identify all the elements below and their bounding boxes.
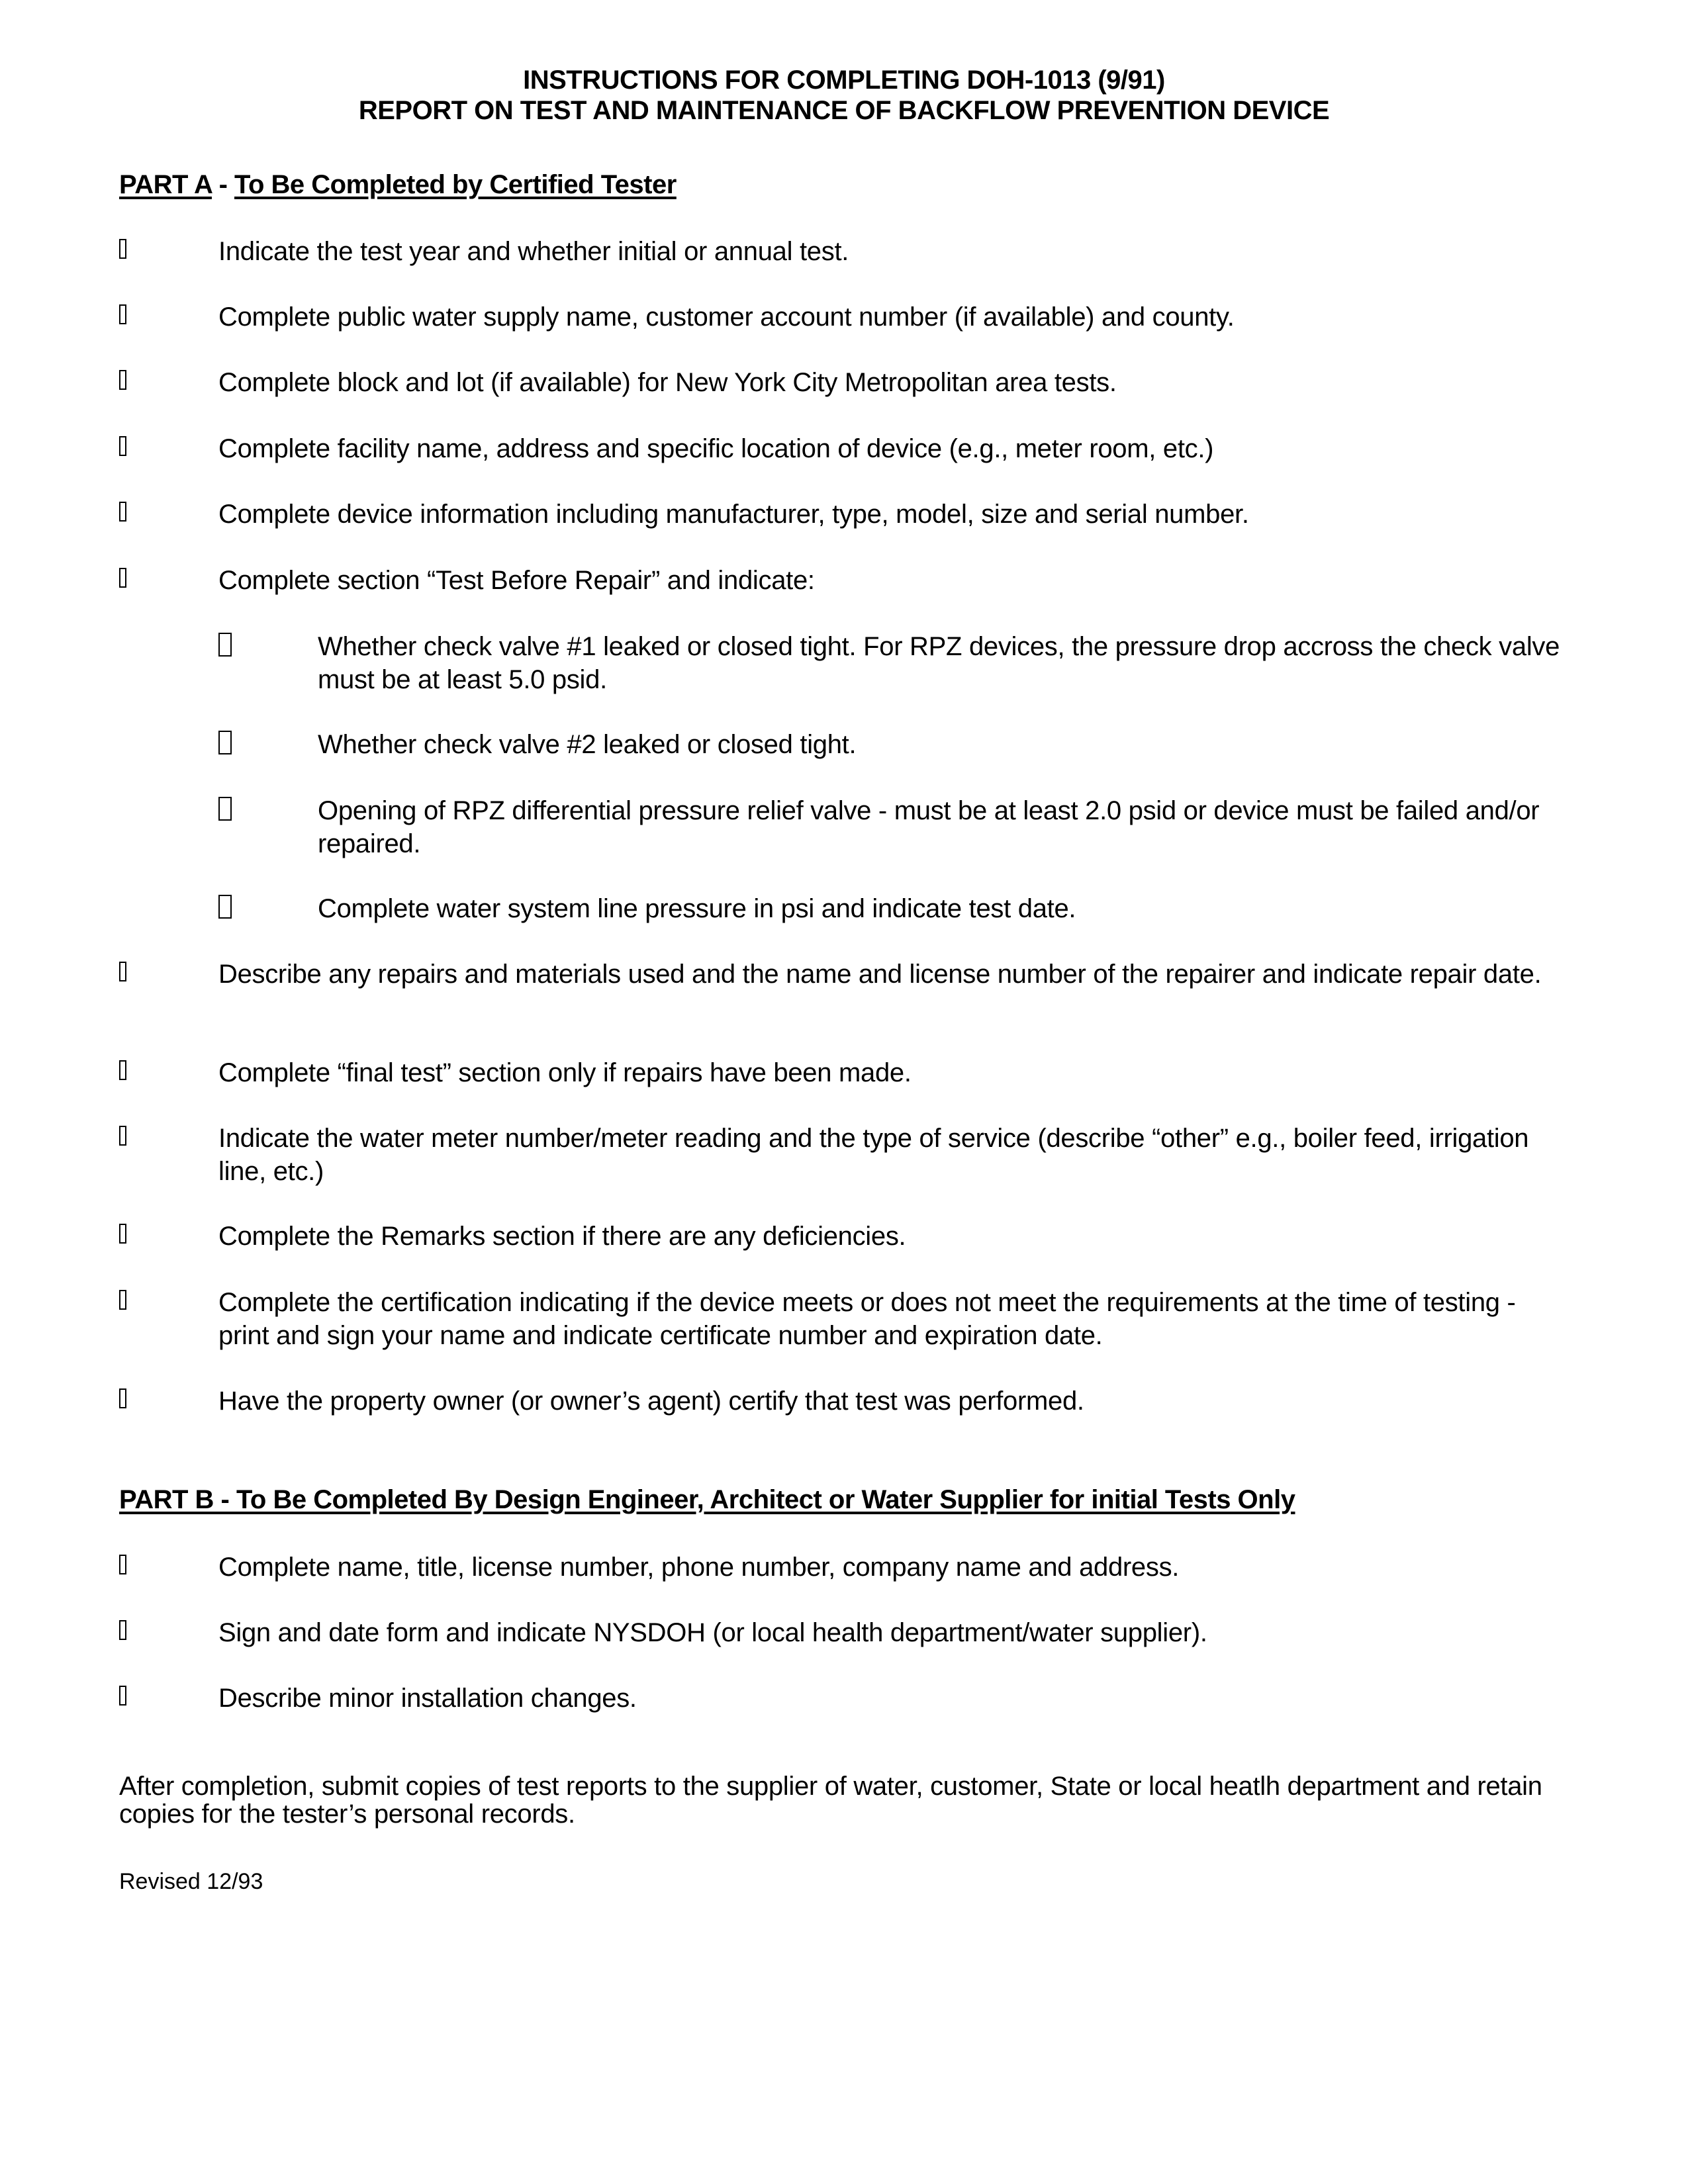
list-item-text: Complete facility name, address and specific location of device (e.g., meter room, etc.) <box>218 434 1214 463</box>
part-b-heading <box>119 1484 1295 1515</box>
bullet-icon <box>119 1555 126 1574</box>
bullet-icon <box>119 304 126 324</box>
bullet-icon <box>119 568 126 588</box>
list-item-text: Sign and date form and indicate NYSDOH (or local health department/water supplier). <box>218 1618 1207 1647</box>
bullet-icon <box>119 962 126 981</box>
bullet-icon <box>218 895 232 919</box>
part-a-separator: - <box>211 170 234 199</box>
title-line-1: INSTRUCTIONS FOR COMPLETING DOH-1013 (9/91) <box>523 66 1165 95</box>
list-item-text: Describe any repairs and materials used and the name and license number of the repairer and indicate repair date. <box>218 960 1542 989</box>
list-item-text: Indicate the water meter number/meter reading and the type of service (describe “other” e.g., boiler feed, irrigation line, etc.) <box>218 1124 1529 1186</box>
bullet-icon <box>119 1388 126 1408</box>
document-title <box>0 65 1688 126</box>
bullet-icon <box>119 370 126 390</box>
sub-list-item-text: Whether check valve #1 leaked or closed tight. For RPZ devices, the pressure drop accross the check valve must be at least 5.0 psid. <box>318 632 1560 694</box>
list-item-text: Indicate the test year and whether initial or annual test. <box>218 237 849 266</box>
bullet-icon <box>119 1224 126 1244</box>
list-item-text: Complete device information including manufacturer, type, model, size and serial number. <box>218 500 1249 529</box>
bullet-icon <box>119 239 126 259</box>
sub-list-item-text: Opening of RPZ differential pressure relief valve - must be at least 2.0 psid or device must be failed and/or repaired. <box>318 796 1540 858</box>
bullet-icon <box>119 502 126 522</box>
bullet-icon <box>119 1126 126 1146</box>
revision-note: Revised 12/93 <box>119 1869 263 1894</box>
sub-list-item-text: Complete water system line pressure in psi and indicate test date. <box>318 894 1076 923</box>
list-item-text: Describe minor installation changes. <box>218 1684 637 1713</box>
bullet-icon <box>119 1686 126 1706</box>
list-item-text: Complete the certification indicating if the device meets or does not meet the requirements at the time of testing - print and sign your name and indicate certificate number and expiration date. <box>218 1288 1516 1350</box>
list-item-text: Complete “final test” section only if repairs have been made. <box>218 1058 912 1087</box>
bullet-icon <box>218 731 232 754</box>
list-item-text: Have the property owner (or owner’s agent) certify that test was performed. <box>218 1387 1084 1416</box>
part-b-title: PART B - To Be Completed By Design Engineer, Architect or Water Supplier for initial Tests Only <box>119 1485 1295 1514</box>
closing-paragraph: After completion, submit copies of test reports to the supplier of water, customer, State or local heatlh department and retain copies for the tester’s personal records. <box>119 1772 1542 1829</box>
bullet-icon <box>119 1290 126 1310</box>
bullet-icon <box>218 797 232 821</box>
part-a-heading <box>119 169 677 200</box>
bullet-icon <box>218 633 232 657</box>
list-item-text: Complete block and lot (if available) for New York City Metropolitan area tests. <box>218 368 1117 397</box>
part-a-label: PART A <box>119 170 212 199</box>
list-item-text: Complete the Remarks section if there are any deficiencies. <box>218 1222 906 1251</box>
part-a-title: To Be Completed by Certified Tester <box>234 170 677 199</box>
list-item-text: Complete section “Test Before Repair” and indicate: <box>218 566 815 595</box>
sub-list-item-text: Whether check valve #2 leaked or closed tight. <box>318 730 857 759</box>
bullet-icon <box>119 1620 126 1640</box>
list-item-text: Complete name, title, license number, phone number, company name and address. <box>218 1553 1180 1582</box>
title-line-2: REPORT ON TEST AND MAINTENANCE OF BACKFLOW PREVENTION DEVICE <box>358 96 1330 125</box>
list-item-text: Complete public water supply name, customer account number (if available) and county. <box>218 302 1235 332</box>
bullet-icon <box>119 436 126 456</box>
bullet-icon <box>119 1060 126 1080</box>
